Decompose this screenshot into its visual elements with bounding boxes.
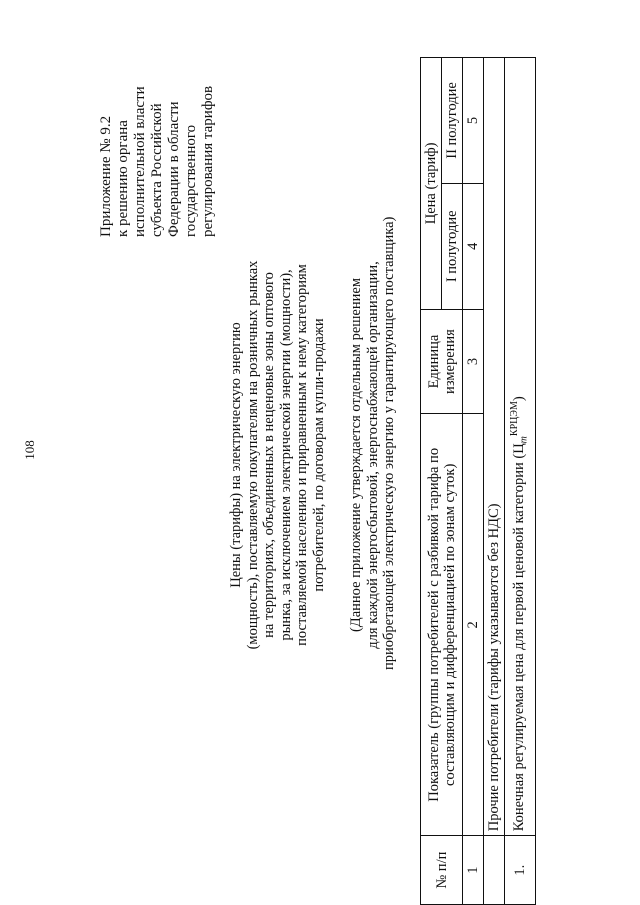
header-unit: Единица измерения (421, 309, 463, 414)
note-line: приобретающей электрическую энергию у гарантирующего поставщика) (381, 216, 397, 670)
document-title (228, 240, 327, 670)
title-line: рынка, за исключением электрической энергии (мощности), (277, 269, 294, 641)
title-line: на территориях, объединенных в неценовые зоны оптового (261, 272, 277, 638)
appendix-line: Приложение № 9.2 (98, 115, 114, 237)
colnum-cell: 1 (463, 836, 484, 905)
table-colnum-row (463, 58, 484, 905)
appendix-line: исполнительной власти (132, 86, 148, 237)
page-number: 108 (22, 440, 37, 460)
table-section-row (484, 58, 505, 905)
appendix-block (98, 37, 217, 237)
tariff-table (420, 57, 536, 905)
header-num: № п/п (421, 836, 463, 905)
row-text-sup: КРЦЭМ (509, 401, 520, 437)
header-price: Цена (тариф) (421, 58, 442, 310)
appendix-line: субъекта Российской (149, 103, 165, 237)
appendix-line: регулирования тарифов (200, 85, 216, 237)
appendix-line: к решению органа (115, 120, 131, 237)
title-line: потребителей, по договорам купли-продажи (310, 318, 327, 592)
section-title: Прочие потребители (тарифы указываются без НДС) (484, 58, 505, 836)
row-text-cell (505, 58, 536, 836)
row-text: Конечная регулируемая цена для первой ценовой категории (Ц (510, 443, 527, 832)
colnum-cell: 3 (463, 309, 484, 414)
note-line: для каждой энергосбытовой, энергоснабжающей организации, (364, 261, 381, 649)
title-line: Цены (тарифы) на электрическую энергию (228, 322, 244, 588)
colnum-cell: 5 (463, 58, 484, 184)
note-line: (Данное приложение утверждается отдельным решением (348, 277, 364, 633)
colnum-cell: 4 (463, 183, 484, 309)
title-line: (мощность), поставляемую покупателям на розничных рынках (244, 260, 261, 650)
section-num-cell (484, 836, 505, 905)
row-text-close: ) (510, 396, 527, 402)
document-note (348, 216, 398, 670)
row-text-sub: m (518, 436, 530, 444)
appendix-line: Федерации в области (166, 101, 182, 237)
table-header-row (421, 58, 442, 905)
appendix-line: государственного (183, 124, 199, 237)
header-half2: II полугодие (442, 58, 463, 184)
row-num: 1. (505, 836, 536, 905)
colnum-cell: 2 (463, 414, 484, 836)
header-indicator: Показатель (группы потребителей с разбивкой тарифа по составляющим и дифференциацией по зонам суток) (421, 414, 463, 836)
title-line: поставляемой населению и приравненным к нему категориям (294, 264, 310, 646)
header-half1: I полугодие (442, 183, 463, 309)
table-row (505, 58, 536, 905)
